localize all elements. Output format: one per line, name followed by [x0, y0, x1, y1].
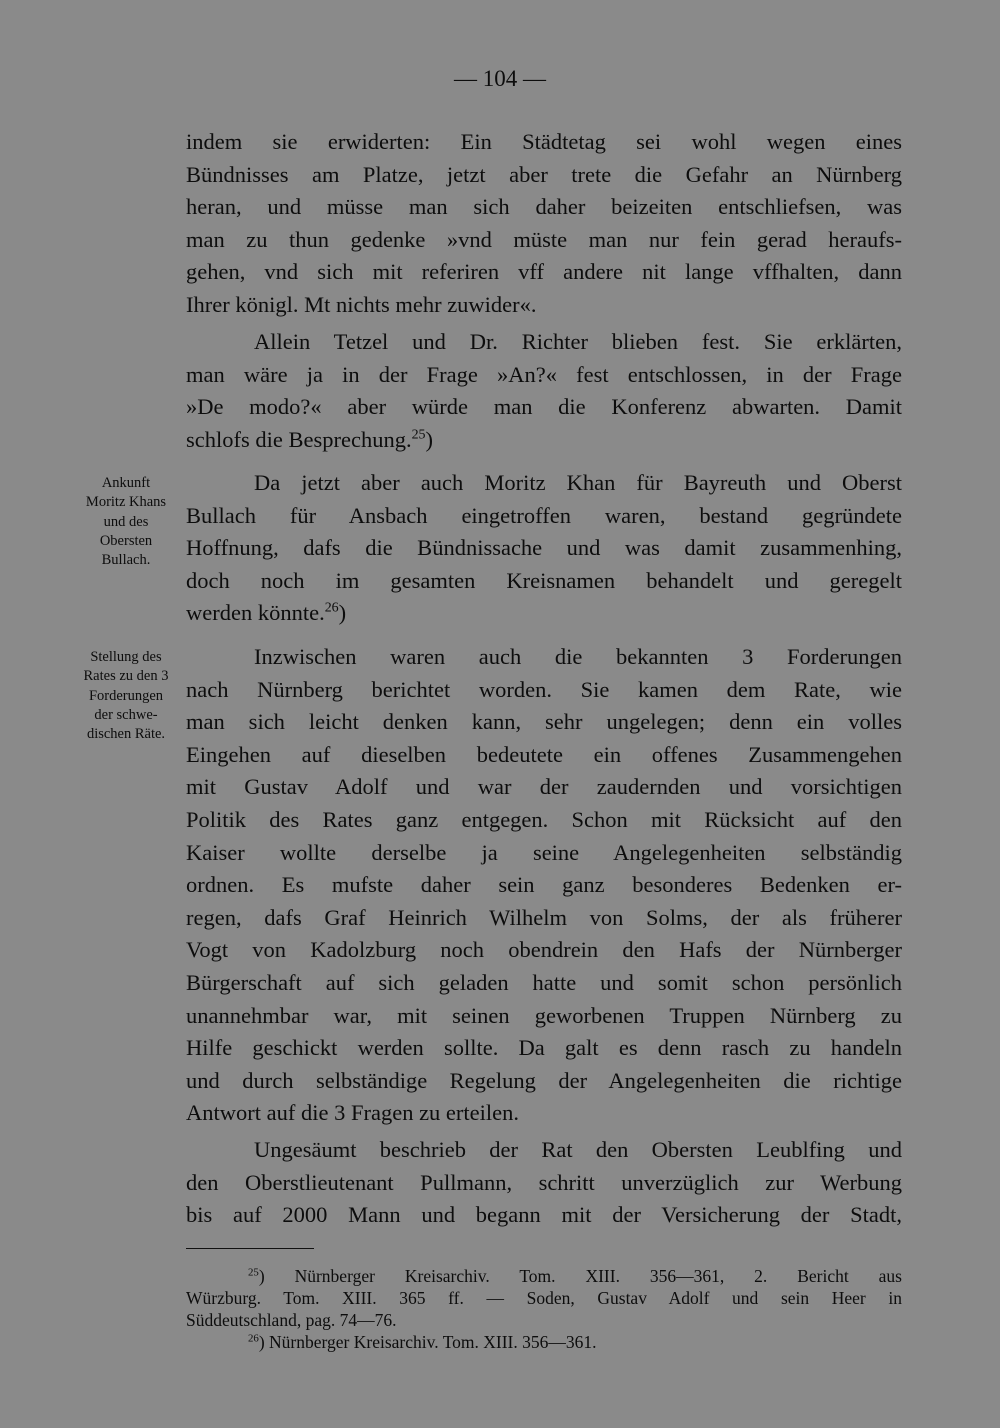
text-line: den Oberstlieutenant Pullmann, schritt unverzüglich zur Werbung	[186, 1169, 902, 1195]
text-line: Vogt von Kadolzburg noch obendrein den Hafs der Nürnberger	[186, 937, 902, 963]
text-line: Politik des Rates ganz entgegen. Schon mit Rücksicht auf den	[186, 806, 902, 832]
text-line: Da jetzt aber auch Moritz Khan für Bayreuth und Oberst	[254, 470, 902, 495]
text-line: Ihrer königl. Mt nichts mehr zuwider«.	[186, 291, 537, 317]
text-line: Allein Tetzel und Dr. Richter blieben fest. Sie erklärten,	[254, 329, 902, 354]
text-line: man sich leicht denken kann, sehr ungelegen; denn ein volles	[186, 709, 902, 735]
paragraph-1	[186, 126, 902, 322]
text-line: Kaiser wollte derselbe ja seine Angelegenheiten selbständig	[186, 839, 902, 865]
text-line: Antwort auf die 3 Fragen zu erteilen.	[186, 1100, 520, 1126]
margin-note-line: Rates zu den 3	[83, 668, 169, 685]
paragraph-5	[186, 1134, 902, 1232]
text-line: mit Gustav Adolf und war der zaudernden und vorsichtigen	[186, 774, 902, 800]
margin-note-line: Ankunft	[101, 475, 151, 491]
text-line: indem sie erwiderten: Ein Städtetag sei wohl wegen eines	[186, 129, 902, 154]
footnotes	[186, 1265, 902, 1353]
footnote-marker: 26	[248, 1332, 259, 1345]
margin-note-line: dischen Räte.	[86, 726, 166, 743]
margin-note-line: Obersten	[99, 532, 153, 549]
text-segment: schlofs die Besprechung.	[186, 426, 412, 452]
text-line: Eingehen auf dieselben bedeutete ein offenes Zusammengehen	[186, 741, 902, 767]
text-line: und durch selbständige Regelung der Angelegenheiten die richtige	[186, 1067, 902, 1093]
footnote-line: Süddeutschland, pag. 74—76.	[186, 1310, 397, 1330]
footnote-26	[186, 1331, 902, 1353]
text-line: Bullach für Ansbach eingetroffen waren, bestand gegründete	[186, 502, 902, 528]
footnote-line: Würzburg. Tom. XIII. 365 ff. — Soden, Gustav Adolf und sein Heer in	[186, 1288, 902, 1308]
text-segment: werden könnte.	[186, 600, 325, 626]
text-line: schlofs die Besprechung.$^{25}$)	[186, 426, 434, 452]
text-line: Bürgerschaft auf sich geladen hatte und somit schon persönlich	[186, 969, 902, 995]
text-line: »De modo?« aber würde man die Konferenz abwarten. Damit	[186, 394, 902, 420]
text-line: gehen, vnd sich mit referiren vff andere nit lange vffhalten, dann	[186, 259, 902, 285]
text-line: unannehmbar war, mit seinen geworbenen Truppen Nürnberg zu	[186, 1002, 902, 1028]
text-line: Hoffnung, dafs die Bündnissache und was damit zusammenhing,	[186, 535, 902, 561]
text-line: doch noch im gesamten Kreisnamen behandelt und geregelt	[186, 567, 902, 593]
margin-note-arrival	[76, 474, 176, 570]
footnote-25	[186, 1265, 902, 1287]
page-number: — 104 —	[454, 66, 546, 91]
margin-note-line: Moritz Khans	[85, 494, 167, 511]
text-line: bis auf 2000 Mann und begann mit der Versicherung der Stadt,	[186, 1202, 902, 1228]
footnote-text: ) Nürnberger Kreisarchiv. Tom. XIII. 356—361, 2. Bericht aus	[258, 1266, 902, 1286]
margin-note-position	[76, 648, 176, 744]
paragraph-2	[186, 326, 902, 456]
margin-note-line: Bullach.	[101, 552, 151, 569]
footnote-divider	[186, 1248, 314, 1249]
text-line: man zu thun gedenke »vnd müste man nur fein gerad heraufs-	[186, 226, 902, 252]
text-line: Bündnisses am Platze, jetzt aber trete die Gefahr an Nürnberg	[186, 161, 902, 187]
margin-note-line: der schwe-	[94, 706, 158, 723]
text-line: ordnen. Es mufste daher sein ganz besonderes Bedenken er-	[186, 872, 902, 898]
text-line: regen, dafs Graf Heinrich Wilhelm von Solms, der als früherer	[186, 904, 902, 930]
text-line: nach Nürnberg berichtet worden. Sie kamen dem Rate, wie	[186, 676, 902, 702]
text-line: Ungesäumt beschrieb der Rat den Obersten Leublfing und	[254, 1137, 902, 1162]
margin-note-line: Forderungen	[88, 687, 164, 704]
paragraph-3	[186, 467, 902, 630]
footnote-ref: 25	[411, 427, 426, 443]
footnote-text: ) Nürnberger Kreisarchiv. Tom. XIII. 356—361.	[258, 1332, 597, 1352]
footnote-marker: 25	[248, 1266, 259, 1279]
footnote-ref: 26	[324, 600, 339, 616]
text-line: werden könnte.$^{26}$)	[186, 600, 347, 626]
paragraph-4	[186, 641, 902, 1130]
text-line: Hilfe geschickt werden sollte. Da galt es denn rasch zu handeln	[186, 1035, 902, 1061]
text-line: Inzwischen waren auch die bekannten 3 Forderungen	[254, 644, 902, 669]
text-line: man wäre ja in der Frage »An?« fest entschlossen, in der Frage	[186, 361, 902, 387]
margin-note-line: und des	[103, 513, 149, 530]
margin-note-line: Stellung des	[90, 649, 162, 665]
text-line: heran, und müsse man sich daher beizeiten entschliefsen, was	[186, 194, 902, 220]
